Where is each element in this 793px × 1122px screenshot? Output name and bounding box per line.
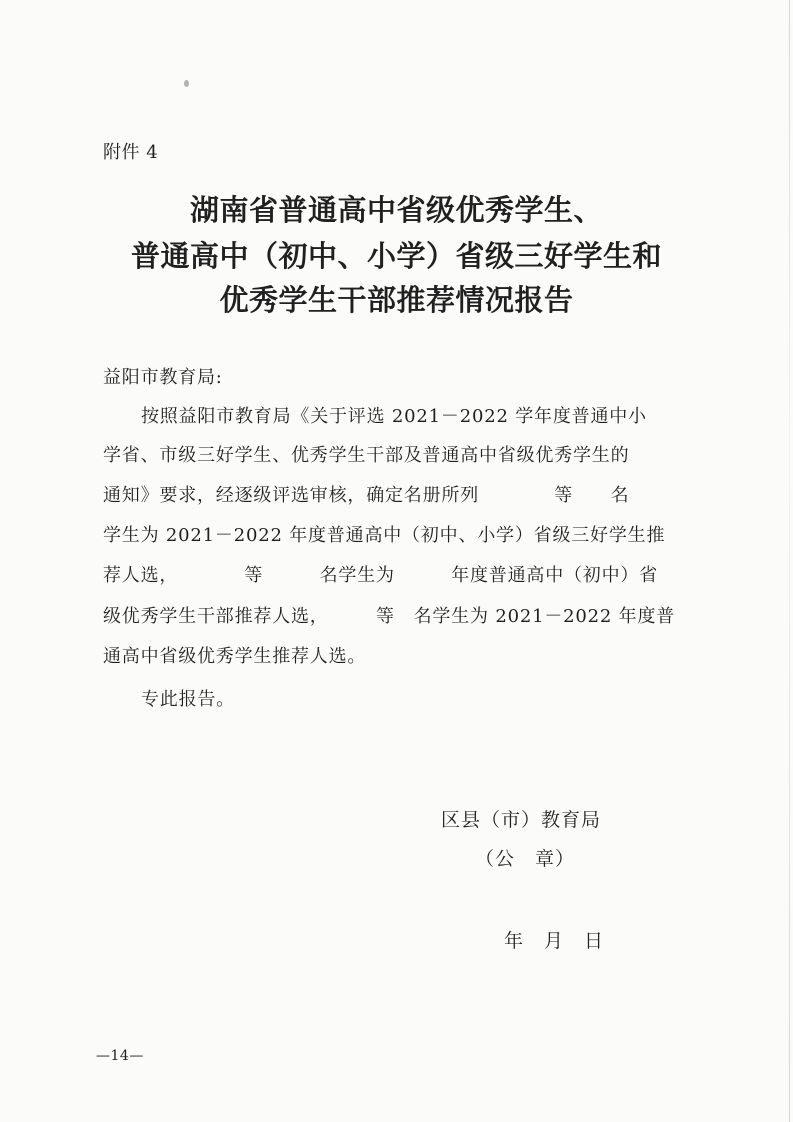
- signature-date: 年 月 日: [504, 930, 605, 952]
- closing-line: 专此报告。: [141, 689, 235, 710]
- attachment-label: 附件 4: [103, 142, 159, 163]
- body-line-6: 级优秀学生干部推荐人选， 等 名学生为 2021－2022 年度普: [103, 606, 676, 627]
- body-line-3: 通知》要求，经逐级评选审核，确定名册所列 等 名: [103, 485, 630, 506]
- body-line-4: 学生为 2021－2022 年度普通高中（初中、小学）省级三好学生推: [103, 525, 666, 546]
- document-title-line-1: 湖南省普通高中省级优秀学生、: [189, 193, 603, 227]
- document-title-line-2: 普通高中（初中、小学）省级三好学生和: [130, 239, 662, 273]
- scan-speck: [184, 80, 189, 87]
- signature-department: 区县（市）教育局: [441, 809, 602, 831]
- body-line-7: 通高中省级优秀学生推荐人选。: [103, 646, 367, 667]
- body-line-2: 学省、市级三好学生、优秀学生干部及普通高中省级优秀学生的: [103, 445, 630, 466]
- body-line-5: 荐人选， 等 名学生为 年度普通高中（初中）省: [103, 565, 658, 586]
- scan-edge-line: [789, 0, 790, 1122]
- page-number: —14—: [96, 1048, 144, 1064]
- document-title-line-3: 优秀学生干部推荐情况报告: [219, 283, 574, 317]
- body-line-1: 按照益阳市教育局《关于评选 2021－2022 学年度普通中小: [141, 406, 647, 427]
- recipient-line: 益阳市教育局:: [103, 367, 223, 388]
- signature-seal: （公 章）: [475, 848, 576, 870]
